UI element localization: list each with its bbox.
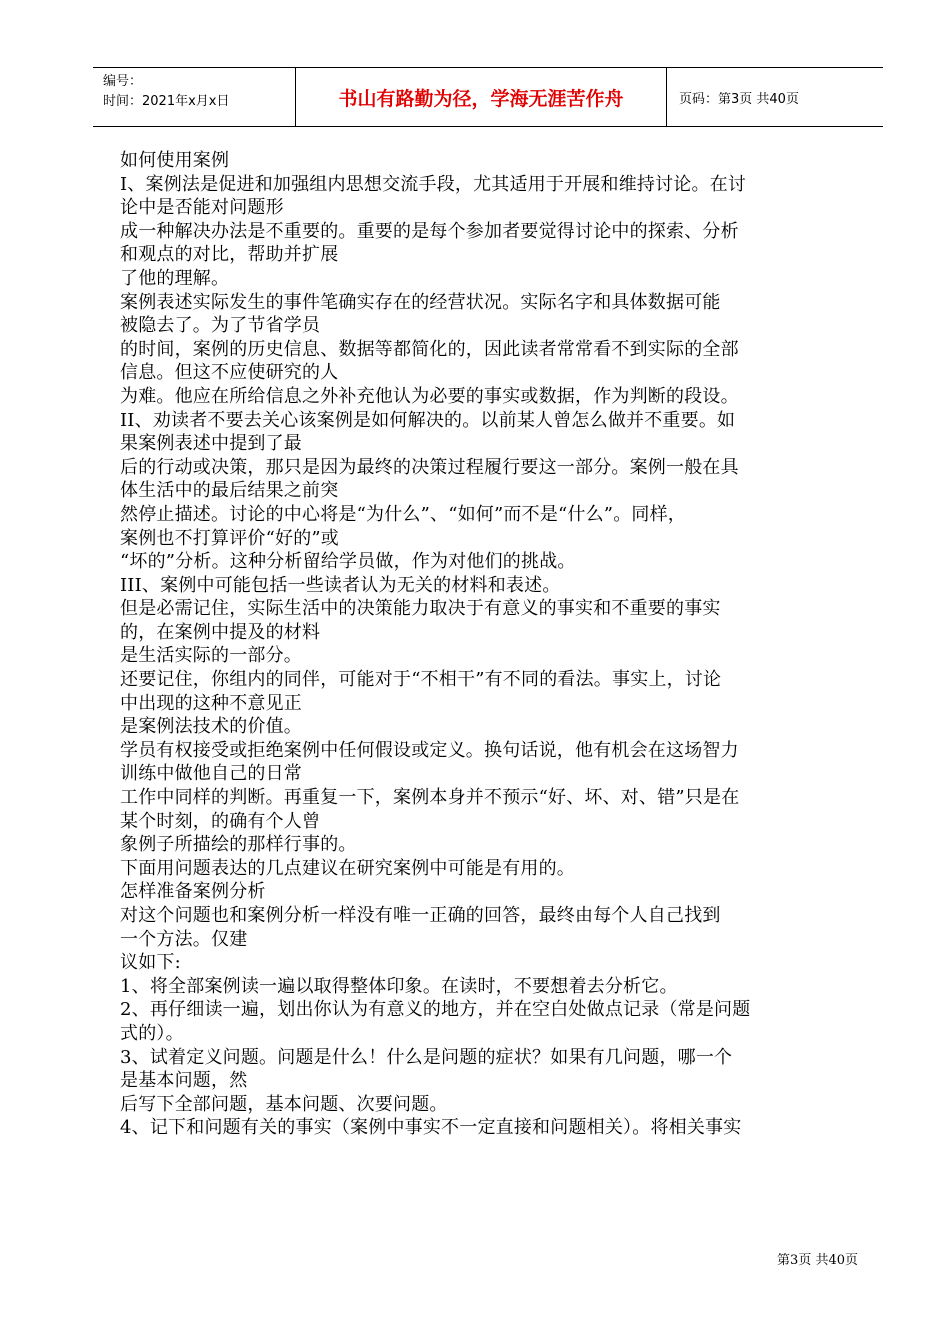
text-line: 体生活中的最后结果之前突	[120, 480, 339, 502]
text-line: 中出现的这种不意见正	[120, 692, 302, 714]
text-line: 后写下全部问题，基本问题、次要问题。	[120, 1093, 448, 1115]
text-line: 2、再仔细读一遍，划出你认为有意义的地方，并在空白处做点记录（常是问题	[120, 999, 751, 1021]
header-page-number: 页码：第3页 共40页	[679, 91, 799, 107]
text-line: 对这个问题也和案例分析一样没有唯一正确的回答，最终由每个人自己找到	[120, 905, 721, 926]
text-line: 被隐去了。为了节省学员	[120, 315, 321, 337]
text-line: 如何使用案例	[120, 150, 230, 171]
text-line: 下面用问题表达的几点建议在研究案例中可能是有用的。	[120, 857, 575, 879]
text-line: 某个时刻，的确有个人曾	[120, 810, 321, 832]
text-line: 案例也不打算评价“好的”或	[120, 527, 340, 549]
text-line: 训练中做他自己的日常	[120, 763, 302, 785]
text-line: 为难。他应在所给信息之外补充他认为必要的事实或数据，作为判断的段设。	[120, 385, 739, 407]
time-label: 时间：2021年x月x日	[103, 94, 230, 109]
text-line: 是生活实际的一部分。	[120, 645, 302, 667]
text-line: 然停止描述。讨论的中心将是“为什么”、“如何”而不是“什么”。同样，	[120, 503, 687, 525]
text-line: 工作中同样的判断。再重复一下，案例本身并不预示“好、坏、对、错”只是在	[120, 787, 740, 809]
text-line: III、案例中可能包括一些读者认为无关的材料和表述。	[120, 574, 561, 596]
text-line: 信息。但这不应使研究的人	[120, 362, 339, 384]
page-footer: 第3页 共40页	[777, 1253, 858, 1268]
text-line: 的，在案例中提及的材料	[120, 621, 321, 643]
text-line: 成一种解决办法是不重要的。重要的是每个参加者要觉得讨论中的探索、分析	[120, 220, 739, 242]
text-line: 1、将全部案例读一遍以取得整体印象。在读时，不要想着去分析它。	[120, 975, 678, 997]
text-line: 怎样准备案例分析	[120, 881, 266, 903]
text-line: 象例子所描绘的那样行事的。	[120, 834, 357, 856]
text-line: II、劝读者不要去关心该案例是如何解决的。以前某人曾怎么做并不重要。如	[120, 409, 736, 431]
text-line: 论中是否能对问题形	[120, 197, 284, 219]
text-line: 案例表述实际发生的事件笔确实存在的经营状况。实际名字和具体数据可能	[120, 291, 721, 313]
text-line: 的时间，案例的历史信息、数据等都简化的，因此读者常常看不到实际的全部	[120, 338, 739, 360]
text-line: 是案例法技术的价值。	[120, 716, 302, 738]
header-motto: 书山有路勤为径，学海无涯苦作舟	[295, 68, 667, 126]
serial-number-label: 编号：	[103, 74, 143, 89]
text-line: 是基本问题，然	[120, 1070, 248, 1092]
text-line: 3、试着定义问题。问题是什么！什么是问题的症状？如果有几问题，哪一个	[120, 1046, 733, 1068]
text-line: 学员有权接受或拒绝案例中任何假设或定义。换句话说，他有机会在这场智力	[120, 739, 739, 761]
text-line: 4、记下和问题有关的事实（案例中事实不一定直接和问题相关）。将相关事实	[120, 1117, 742, 1139]
text-line: 果案例表述中提到了最	[120, 433, 302, 455]
text-line: 但是必需记住，实际生活中的决策能力取决于有意义的事实和不重要的事实	[120, 598, 721, 620]
text-line: 一个方法。仅建	[120, 928, 248, 950]
header-meta	[93, 68, 295, 126]
text-line: 和观点的对比，帮助并扩展	[120, 244, 339, 266]
text-line: I、案例法是促进和加强组内思想交流手段，尤其适用于开展和维持讨论。在讨	[120, 173, 747, 195]
text-line: 了他的理解。	[120, 267, 230, 289]
text-line: 后的行动或决策，那只是因为最终的决策过程履行要这一部分。案例一般在具	[120, 456, 739, 478]
page-header	[93, 67, 883, 127]
text-line: 还要记住，你组内的同伴，可能对于“不相干”有不同的看法。事实上，讨论	[120, 669, 722, 691]
text-line: 式的）。	[120, 1022, 184, 1044]
text-line: 议如下:	[120, 952, 181, 974]
text-line: “坏的”分析。这种分析留给学员做，作为对他们的挑战。	[120, 551, 576, 573]
document-body	[120, 149, 865, 1140]
